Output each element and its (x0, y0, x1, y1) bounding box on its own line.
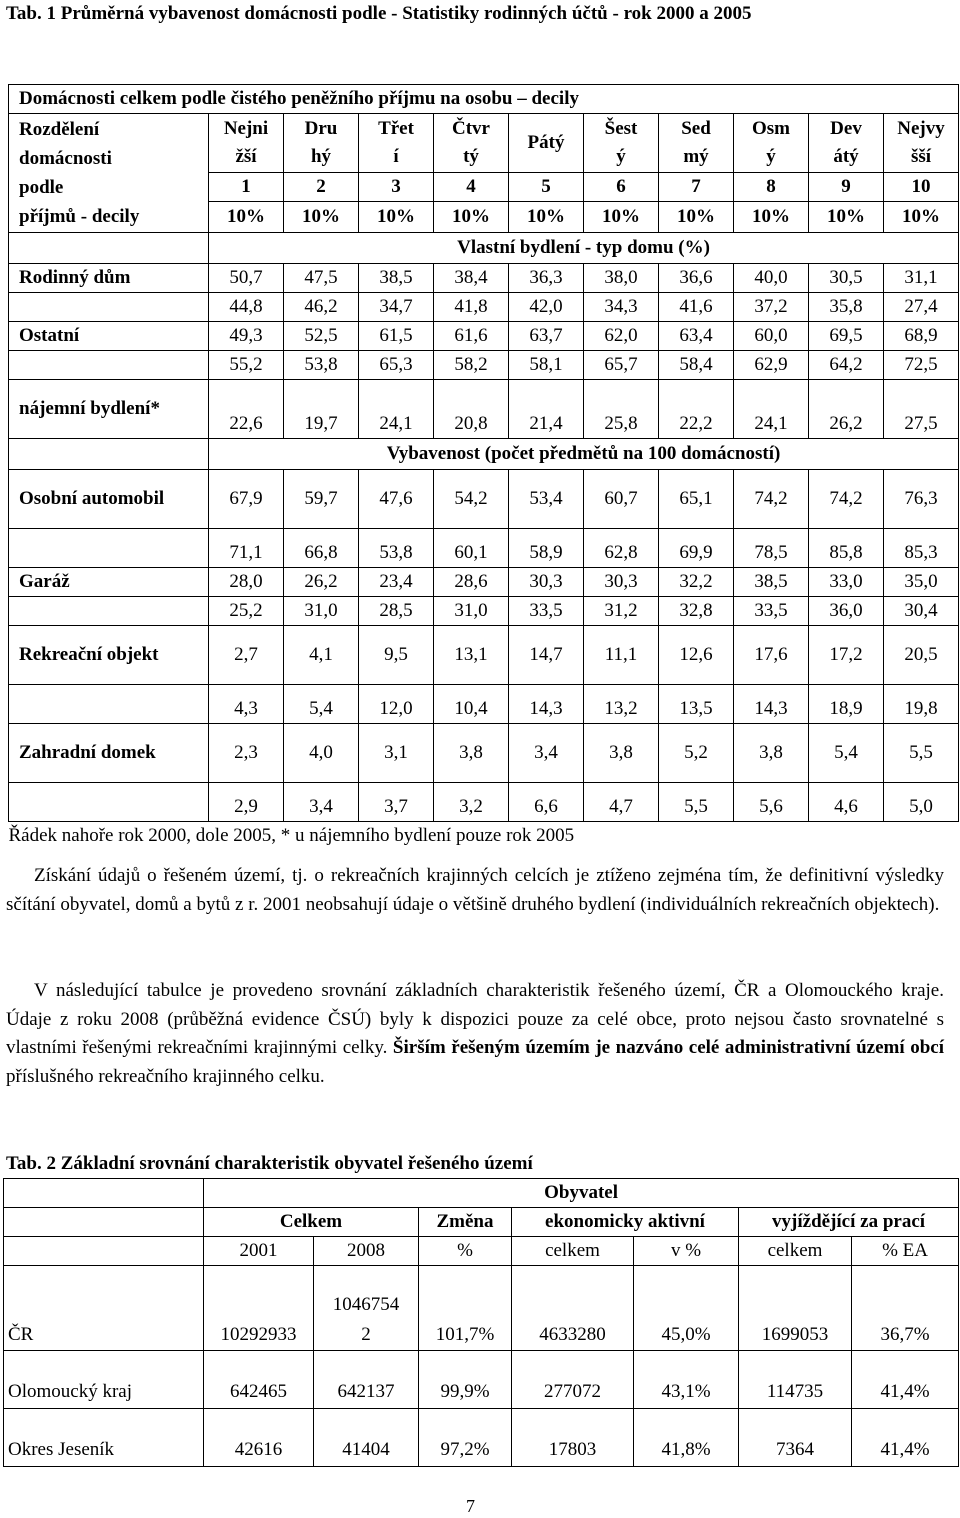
decile-name: Sed mý (659, 114, 734, 173)
cell: 7364 (739, 1409, 852, 1467)
value-2000: 49,3 (209, 322, 284, 351)
value-2000: 3,4 (509, 724, 584, 783)
value-2000: 74,2 (734, 470, 809, 529)
value-2005: 55,2 (209, 351, 284, 380)
table-footnote: Řádek nahoře rok 2000, dole 2005, * u nájemního bydlení pouze rok 2005 (8, 825, 575, 846)
value-2005: 35,8 (809, 293, 884, 322)
value-2005: 53,8 (284, 351, 359, 380)
value-2000: 61,6 (434, 322, 509, 351)
value-2000: 23,4 (359, 568, 434, 597)
table-row (9, 85, 959, 114)
value-2000: 69,5 (809, 322, 884, 351)
value-2005: 19,8 (884, 685, 959, 724)
row-label: Osobní automobil (9, 470, 209, 529)
cell: 10292933 (204, 1266, 314, 1351)
table-row (9, 380, 959, 439)
empty-cell (4, 1208, 204, 1237)
value-2005: 14,3 (734, 685, 809, 724)
table1-caption: Tab. 1 Průměrná vybavenost domácnosti podle - Statistiky rodinných účtů - rok 2000 a 2005 (6, 3, 752, 24)
table-row (9, 322, 959, 351)
value-2000: 36,6 (659, 264, 734, 293)
value-2005: 30,4 (884, 597, 959, 626)
value-2000: 74,2 (809, 470, 884, 529)
table-title: Domácnosti celkem podle čistého peněžního příjmu na osobu – decily (9, 85, 959, 114)
value-2005: 66,8 (284, 529, 359, 568)
value-2000: 17,2 (809, 626, 884, 685)
decile-pct: 10% (884, 202, 959, 233)
value-2000: 60,7 (584, 470, 659, 529)
row-label: Garáž (9, 568, 209, 597)
value-2000: 28,0 (209, 568, 284, 597)
decile-number: 8 (734, 173, 809, 202)
value-2000: 4,1 (284, 626, 359, 685)
table-row (9, 626, 959, 685)
table-row (9, 529, 959, 568)
value-2000: 14,7 (509, 626, 584, 685)
value-2005: 71,1 (209, 529, 284, 568)
value-2000: 3,8 (584, 724, 659, 783)
row-header-label: Rozdělení domácnosti podle příjmů - decily (9, 114, 209, 233)
value-2005: 41,8 (434, 293, 509, 322)
empty-cell (9, 233, 209, 264)
value-2000: 3,8 (734, 724, 809, 783)
value-2000: 68,9 (884, 322, 959, 351)
empty-cell (9, 783, 209, 822)
col-header-vyjizdejici: vyjíždějící za prací (739, 1208, 959, 1237)
value-2005: 42,0 (509, 293, 584, 322)
empty-cell (9, 293, 209, 322)
value-2000: 38,4 (434, 264, 509, 293)
value-2005: 2,9 (209, 783, 284, 822)
value-cell: 25,8 (584, 380, 659, 439)
row-label: nájemní bydlení* (9, 380, 209, 439)
cell: 277072 (512, 1351, 634, 1409)
value-2005: 44,8 (209, 293, 284, 322)
value-2000: 26,2 (284, 568, 359, 597)
value-2000: 31,1 (884, 264, 959, 293)
value-2000: 3,1 (359, 724, 434, 783)
cell: 114735 (739, 1351, 852, 1409)
value-2005: 13,5 (659, 685, 734, 724)
value-2005: 6,6 (509, 783, 584, 822)
value-cell: 21,4 (509, 380, 584, 439)
empty-cell (9, 685, 209, 724)
value-2000: 9,5 (359, 626, 434, 685)
sub-header: % EA (852, 1237, 959, 1266)
value-2000: 2,7 (209, 626, 284, 685)
cell: 41,4% (852, 1409, 959, 1467)
value-2000: 4,0 (284, 724, 359, 783)
value-2000: 62,0 (584, 322, 659, 351)
decile-number: 9 (809, 173, 884, 202)
empty-cell (9, 439, 209, 470)
sub-header: celkem (512, 1237, 634, 1266)
value-cell: 22,2 (659, 380, 734, 439)
cell: 43,1% (634, 1351, 739, 1409)
group-header: Obyvatel (204, 1179, 959, 1208)
value-cell: 19,7 (284, 380, 359, 439)
sub-header: 2008 (314, 1237, 419, 1266)
value-2005: 31,0 (434, 597, 509, 626)
decile-pct: 10% (809, 202, 884, 233)
cell: 4633280 (512, 1266, 634, 1351)
cell: 101,7% (419, 1266, 512, 1351)
value-2005: 5,0 (884, 783, 959, 822)
table-row (9, 724, 959, 783)
value-cell: 24,1 (734, 380, 809, 439)
value-2000: 5,5 (884, 724, 959, 783)
value-cell: 20,8 (434, 380, 509, 439)
section-header: Vybavenost (počet předmětů na 100 domácností) (209, 439, 959, 470)
value-2005: 4,6 (809, 783, 884, 822)
value-2000: 61,5 (359, 322, 434, 351)
value-2005: 41,6 (659, 293, 734, 322)
value-2005: 25,2 (209, 597, 284, 626)
value-cell: 24,1 (359, 380, 434, 439)
region-name: Okres Jeseník (4, 1409, 204, 1467)
value-2005: 10,4 (434, 685, 509, 724)
value-2005: 34,3 (584, 293, 659, 322)
value-2000: 38,0 (584, 264, 659, 293)
value-2005: 72,5 (884, 351, 959, 380)
table-row (9, 264, 959, 293)
cell: 99,9% (419, 1351, 512, 1409)
value-2005: 5,5 (659, 783, 734, 822)
value-2005: 60,1 (434, 529, 509, 568)
value-2005: 5,6 (734, 783, 809, 822)
value-2005: 27,4 (884, 293, 959, 322)
value-2000: 47,6 (359, 470, 434, 529)
cell: 41,8% (634, 1409, 739, 1467)
table-row (9, 685, 959, 724)
value-2005: 13,2 (584, 685, 659, 724)
sub-header: 2001 (204, 1237, 314, 1266)
value-2000: 17,6 (734, 626, 809, 685)
cell: 1046754 2 (314, 1266, 419, 1351)
table-row (4, 1351, 959, 1409)
table-row (9, 114, 959, 173)
value-2000: 63,7 (509, 322, 584, 351)
value-2005: 32,8 (659, 597, 734, 626)
decile-number: 2 (284, 173, 359, 202)
value-2000: 30,3 (584, 568, 659, 597)
value-2000: 63,4 (659, 322, 734, 351)
row-label: Ostatní (9, 322, 209, 351)
value-2005: 58,9 (509, 529, 584, 568)
decile-name: Osm ý (734, 114, 809, 173)
value-2000: 47,5 (284, 264, 359, 293)
value-2005: 85,8 (809, 529, 884, 568)
decile-name: Pátý (509, 114, 584, 173)
value-2005: 62,9 (734, 351, 809, 380)
table-row (9, 439, 959, 470)
decile-pct: 10% (509, 202, 584, 233)
region-name: Olomoucký kraj (4, 1351, 204, 1409)
row-label: Rodinný dům (9, 264, 209, 293)
decile-number: 10 (884, 173, 959, 202)
value-2005: 34,7 (359, 293, 434, 322)
value-2000: 5,4 (809, 724, 884, 783)
col-header-celkem: Celkem (204, 1208, 419, 1237)
value-2005: 69,9 (659, 529, 734, 568)
value-2000: 35,0 (884, 568, 959, 597)
value-2005: 31,0 (284, 597, 359, 626)
sub-header: % (419, 1237, 512, 1266)
empty-cell (4, 1179, 204, 1208)
table-row (4, 1266, 959, 1351)
decile-pct: 10% (284, 202, 359, 233)
decile-number: 6 (584, 173, 659, 202)
value-2005: 33,5 (734, 597, 809, 626)
cell: 642137 (314, 1351, 419, 1409)
value-2000: 28,6 (434, 568, 509, 597)
value-cell: 26,2 (809, 380, 884, 439)
cell: 1699053 (739, 1266, 852, 1351)
sub-header: v % (634, 1237, 739, 1266)
table-row (9, 568, 959, 597)
value-2005: 36,0 (809, 597, 884, 626)
value-2005: 4,3 (209, 685, 284, 724)
value-2005: 58,2 (434, 351, 509, 380)
col-header-ea: ekonomicky aktivní (512, 1208, 739, 1237)
value-2005: 65,7 (584, 351, 659, 380)
decile-pct: 10% (359, 202, 434, 233)
value-2000: 53,4 (509, 470, 584, 529)
paragraph-2: V následující tabulce je provedeno srovnání základních charakteristik řešeného území, ČR a Olomouckého kraje. Údaje z roku 2008 (průběžná evidence ČSÚ) byly k dispozici pouze za celé obce, proto nejsou často srovnatelné s vlastními řešenými rekreačními krajinnými celky. Širším řešeným územím je nazváno celé administrativní území obcí příslušného rekreačního krajinného celku. (6, 980, 944, 1087)
row-label: Rekreační objekt (9, 626, 209, 685)
table-row (9, 783, 959, 822)
value-2005: 4,7 (584, 783, 659, 822)
value-2000: 30,3 (509, 568, 584, 597)
value-2000: 60,0 (734, 322, 809, 351)
value-2005: 58,1 (509, 351, 584, 380)
value-2000: 50,7 (209, 264, 284, 293)
cell: 41,4% (852, 1351, 959, 1409)
cell: 36,7% (852, 1266, 959, 1351)
value-2005: 85,3 (884, 529, 959, 568)
value-2005: 37,2 (734, 293, 809, 322)
region-name: ČR (4, 1266, 204, 1351)
value-2000: 36,3 (509, 264, 584, 293)
decile-number: 3 (359, 173, 434, 202)
decile-name: Nejni žší (209, 114, 284, 173)
row-label: Zahradní domek (9, 724, 209, 783)
value-2005: 46,2 (284, 293, 359, 322)
col-header-zmena: Změna (419, 1208, 512, 1237)
decile-name: Nejvy šší (884, 114, 959, 173)
decile-pct: 10% (584, 202, 659, 233)
empty-cell (9, 351, 209, 380)
empty-cell (9, 597, 209, 626)
decile-pct: 10% (434, 202, 509, 233)
decile-pct: 10% (734, 202, 809, 233)
cell: 97,2% (419, 1409, 512, 1467)
sub-header: celkem (739, 1237, 852, 1266)
cell: 45,0% (634, 1266, 739, 1351)
decile-name: Třet í (359, 114, 434, 173)
value-2000: 12,6 (659, 626, 734, 685)
value-2005: 53,8 (359, 529, 434, 568)
table-row (9, 293, 959, 322)
value-2005: 3,2 (434, 783, 509, 822)
value-2005: 18,9 (809, 685, 884, 724)
value-2005: 31,2 (584, 597, 659, 626)
value-2005: 65,3 (359, 351, 434, 380)
value-2000: 2,3 (209, 724, 284, 783)
table-row (9, 822, 959, 851)
value-2000: 33,0 (809, 568, 884, 597)
value-cell: 27,5 (884, 380, 959, 439)
cell: 17803 (512, 1409, 634, 1467)
value-2000: 76,3 (884, 470, 959, 529)
value-2000: 30,5 (809, 264, 884, 293)
value-2005: 78,5 (734, 529, 809, 568)
value-2000: 52,5 (284, 322, 359, 351)
value-2000: 11,1 (584, 626, 659, 685)
decile-pct: 10% (659, 202, 734, 233)
paragraph-1: Získání údajů o řešeném území, tj. o rekreačních krajinných celcích je ztíženo zejména tím, že definitivní výsledky sčítání obyvatel, domů a bytů z r. 2001 neobsahují údaje o většině druhého bydlení (individuálních rekreačních objektech). (6, 865, 944, 915)
decile-number: 1 (209, 173, 284, 202)
page-number: 7 (466, 1496, 475, 1516)
decile-name: Čtvr tý (434, 114, 509, 173)
value-2000: 3,8 (434, 724, 509, 783)
value-2005: 33,5 (509, 597, 584, 626)
value-2000: 32,2 (659, 568, 734, 597)
value-2000: 5,2 (659, 724, 734, 783)
value-2005: 64,2 (809, 351, 884, 380)
value-2005: 3,4 (284, 783, 359, 822)
decile-name: Dev átý (809, 114, 884, 173)
table-row (9, 233, 959, 264)
section-header: Vlastní bydlení - typ domu (%) (209, 233, 959, 264)
table-row (9, 351, 959, 380)
value-2005: 28,5 (359, 597, 434, 626)
value-2000: 67,9 (209, 470, 284, 529)
empty-cell (9, 529, 209, 568)
table-row (4, 1409, 959, 1467)
table-row (9, 470, 959, 529)
value-2000: 20,5 (884, 626, 959, 685)
value-2000: 38,5 (734, 568, 809, 597)
value-2005: 3,7 (359, 783, 434, 822)
value-2005: 58,4 (659, 351, 734, 380)
decile-number: 4 (434, 173, 509, 202)
cell: 41404 (314, 1409, 419, 1467)
decile-name: Šest ý (584, 114, 659, 173)
value-2000: 38,5 (359, 264, 434, 293)
value-cell: 22,6 (209, 380, 284, 439)
value-2005: 5,4 (284, 685, 359, 724)
value-2000: 13,1 (434, 626, 509, 685)
value-2005: 62,8 (584, 529, 659, 568)
decile-name: Dru hý (284, 114, 359, 173)
value-2005: 14,3 (509, 685, 584, 724)
table2-caption: Tab. 2 Základní srovnání charakteristik obyvatel řešeného území (6, 1153, 533, 1174)
cell: 42616 (204, 1409, 314, 1467)
cell: 642465 (204, 1351, 314, 1409)
decile-pct: 10% (209, 202, 284, 233)
value-2000: 59,7 (284, 470, 359, 529)
empty-cell (4, 1237, 204, 1266)
value-2000: 65,1 (659, 470, 734, 529)
decile-number: 5 (509, 173, 584, 202)
value-2000: 54,2 (434, 470, 509, 529)
value-2000: 40,0 (734, 264, 809, 293)
household-equipment-table (8, 84, 959, 850)
decile-number: 7 (659, 173, 734, 202)
value-2005: 12,0 (359, 685, 434, 724)
population-comparison-table (3, 1178, 959, 1467)
table-row (9, 597, 959, 626)
